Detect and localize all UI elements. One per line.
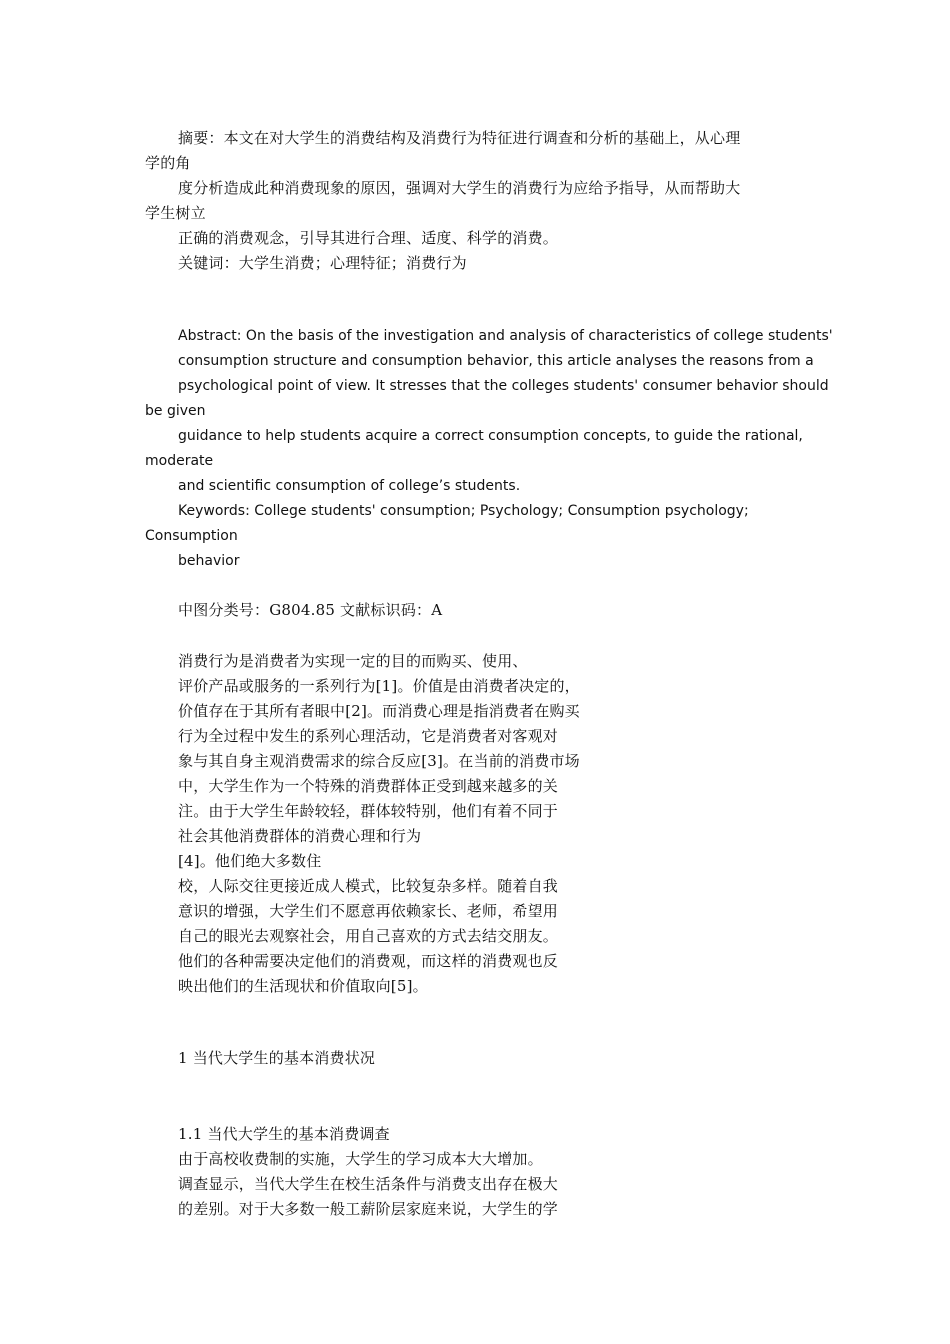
body-line: 意识的增强，大学生们不愿意再依赖家长、老师，希望用: [178, 902, 559, 920]
abstract-en-line: be given: [145, 403, 206, 419]
body-line: 象与其自身主观消费需求的综合反应[3]。在当前的消费市场: [178, 752, 580, 770]
classification-code: 中图分类号：G804.85 文献标识码：A: [178, 601, 443, 619]
body-line: 社会其他消费群体的消费心理和行为: [178, 827, 422, 845]
body-line: 消费行为是消费者为实现一定的目的而购买、使用、: [178, 652, 528, 670]
keywords-en: Keywords: College students' consumption; Psychology; Consumption psychology;: [178, 503, 749, 519]
section-line: 调查显示，当代大学生在校生活条件与消费支出存在极大: [178, 1175, 559, 1193]
abstract-cn-line: 摘要：本文在对大学生的消费结构及消费行为特征进行调查和分析的基础上，从心理: [178, 129, 741, 147]
abstract-cn-line: 正确的消费观念，引导其进行合理、适度、科学的消费。: [178, 229, 559, 247]
body-line: 评价产品或服务的一系列行为[1]。价值是由消费者决定的，: [178, 677, 580, 695]
abstract-en-line: consumption structure and consumption behavior, this article analyses the reasons from a: [178, 353, 814, 369]
abstract-cn-line: 学生树立: [145, 204, 206, 222]
body-line: 行为全过程中发生的系列心理活动，它是消费者对客观对: [178, 727, 559, 745]
abstract-en-line: moderate: [145, 453, 214, 469]
section-heading: 1 当代大学生的基本消费状况: [178, 1049, 376, 1067]
body-line: 他们的各种需要决定他们的消费观，而这样的消费观也反: [178, 952, 559, 970]
body-line: 自己的眼光去观察社会，用自己喜欢的方式去结交朋友。: [178, 927, 559, 945]
abstract-en-line: Abstract: On the basis of the investigation and analysis of characteristics of college students': [178, 328, 833, 344]
abstract-en-line: psychological point of view. It stresses that the colleges students' consumer behavior should: [178, 378, 829, 394]
abstract-en-line: and scientific consumption of college’s students.: [178, 478, 521, 494]
body-line: 映出他们的生活现状和价值取向[5]。: [178, 977, 428, 995]
abstract-cn-line: 学的角: [145, 154, 191, 172]
subsection-heading: 1.1 当代大学生的基本消费调查: [178, 1125, 390, 1143]
body-line: 中，大学生作为一个特殊的消费群体正受到越来越多的关: [178, 777, 559, 795]
keywords-en-line: behavior: [178, 553, 240, 569]
body-line: 校，人际交往更接近成人模式，比较复杂多样。随着自我: [178, 877, 559, 895]
keywords-en-line: Consumption: [145, 528, 238, 544]
keywords-cn: 关键词：大学生消费；心理特征；消费行为: [178, 254, 467, 272]
section-line: 由于高校收费制的实施，大学生的学习成本大大增加。: [178, 1150, 543, 1168]
abstract-cn-line: 度分析造成此种消费现象的原因，强调对大学生的消费行为应给予指导，从而帮助大: [178, 179, 741, 197]
abstract-en-line: guidance to help students acquire a correct consumption concepts, to guide the rational,: [178, 428, 803, 444]
body-line: 价值存在于其所有者眼中[2]。而消费心理是指消费者在购买: [178, 702, 580, 720]
section-line: 的差别。对于大多数一般工薪阶层家庭来说，大学生的学: [178, 1200, 559, 1218]
body-line: [4]。他们绝大多数住: [178, 852, 322, 870]
body-line: 注。由于大学生年龄较轻，群体较特别，他们有着不同于: [178, 802, 559, 820]
